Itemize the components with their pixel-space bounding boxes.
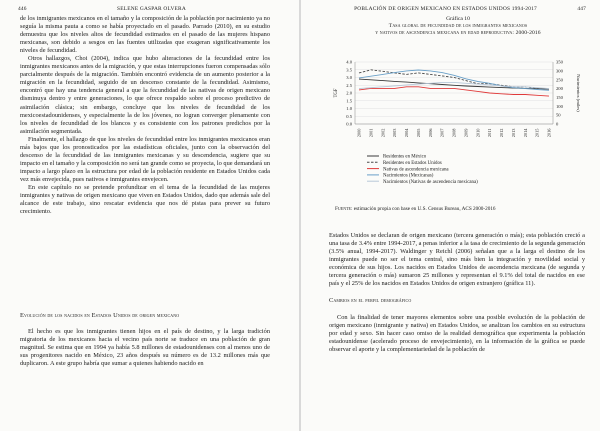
x-tick-label: 2012 [499, 128, 504, 138]
paragraph: de los inmigrantes mexicanos en el tamaño y la composición de la población por nacimiento ya no seguía la misma pauta a como se había proyectado en el pasado. Parrado (2010), en su estudio demuestra que los niveles altos de fecundidad estimados en el pasado de las mujeres hispano mexicanas, son debido a sesgos en las fuentes utilizadas que exageran significativamente los niveles de fecundidad. [20, 15, 270, 55]
figure-title-line1: Tasa global de fecundidad de los inmigrantes mexicanos [388, 23, 528, 29]
y2-tick-label: 350 [556, 59, 563, 65]
x-tick-label: 2016 [546, 128, 552, 138]
author-name: SELENE GASPAR OLVERA [117, 6, 186, 12]
y2-tick-label: 50 [556, 112, 561, 118]
paragraph: Con la finalidad de tener mayores elementos sobre una posible evolución de la población de origen mexicano (inmigrante y nativa) en Estados Unidos, se analizan los cambios en su estructura por edad y sexo. Sin hacer caso omiso de la realidad demográfica que experimenta la población estadounidense (acelerado proceso de envejecimiento), en la información de la gráfica se puede observar el aporte y la complementariedad de la población de [329, 313, 585, 353]
y-tick-label: 4.0 [346, 59, 352, 65]
x-tick-label: 2013 [510, 128, 516, 138]
paragraph: En este capítulo no se pretende profundizar en el tema de la fecundidad de las mujeres inmigrantes y nativas de origen mexicano que viven en Estados Unidos, dado que además sale del alcance de este trabajo, sino rescatar evidencia que nos dé pistas para prever su futuro crecimiento. [20, 183, 270, 216]
x-tick-label: 2004 [404, 128, 409, 138]
x-tick-label: 2014 [522, 128, 528, 138]
running-title: POBLACIÓN DE ORIGEN MEXICANO EN ESTADOS UNIDOS 1994-2017 [354, 6, 537, 12]
y-tick-label: 2.0 [346, 90, 352, 96]
x-tick-label: 2009 [463, 128, 469, 138]
paragraph: Otros hallazgos, Choi (2004), indica que hubo alteraciones de la fecundidad entre los inmigrantes mexicanos antes de la migración, y que estas interrupciones fueron compensadas sólo parcialmente después de la migración. También encontró evidencia de un aumento posterior a la migración en la fecundidad, seguido de un descenso constante de la fecundidad. Asimismo, encontró que hay una tendencia general a que la fecundidad de las nativas de origen mexicano disminuya dentro y entre generaciones, lo que ofrece respaldo sobre el proceso predictivo de asimilación clásica; sin embargo, concluye que los niveles de fecundidad de los mexicoestadounidenses, y especialmente la de los jóvenes, no logran converger plenamente con los niveles de fecundidad de los blancos y es consistente con los patrones predichos por la asimilación segmentada. [20, 55, 270, 135]
section-heading: Evolución de los nacidos en Estados Unidos de origen mexicano [20, 312, 180, 319]
figure-label: Gráfica 10 [446, 16, 470, 22]
y-tick-label: 1.5 [346, 98, 352, 104]
paragraph: El hecho es que los inmigrantes tienen hijos en el país de destino, y la larga tradición migratoria de los mexicanos hacia el vecino país norte se traduce en una población de gran magnitud. Se estima que en 1994 ya había 5.8 millones de estadounidenses con al menos uno de sus progenitores nacido en México, 23 años después su número es de 13.2 millones más que duplicaron. A este grupo habría que sumar a quienes habiendo nacido en [20, 328, 270, 368]
y-tick-label: 0.5 [346, 113, 352, 119]
figure-title-line2: y nativos de ascendencia mexicana en edad reproductiva: 2000-2016 [375, 30, 541, 36]
x-tick-label: 2007 [439, 128, 445, 138]
y-tick-label: 3.5 [346, 67, 352, 73]
fertility-chart [327, 58, 589, 223]
x-tick-label: 2005 [415, 128, 421, 138]
left-page [0, 0, 299, 431]
x-tick-label: 2011 [487, 128, 493, 138]
right-page-number: 447 [577, 6, 586, 12]
y-tick-label: 0.0 [346, 121, 352, 127]
paragraph: Estados Unidos se declaran de origen mexicano (tercera generación o más); esta población creció a una tasa de 3.4% entre 1994-2017, a penas inferior a la tasa de crecimiento de la segunda generación (3.5% anual, 1994-2017). Waldinger y Reichl (2006) señalan que a la larga el destino de los inmigrantes puede no ser el tema central, sino más bien la integración y movilidad social y económica de sus hijos. Los nacidos en Estados Unidos de ascendencia mexicana (de segunda y tercera generación o más) sumaron 25 millones y representan el 9.1% del total de nacidos en ese país y el 25% de los nacidos en Estados Unidos de origen extranjero (gráfica 11). [329, 232, 585, 288]
left-body-text [20, 15, 270, 216]
y2-tick-label: 250 [556, 77, 563, 83]
y2-tick-label: 0 [556, 121, 559, 127]
source-text: estimación propia con base en U.S. Census Bureau, ACS 2000-2016 [353, 206, 496, 212]
right-page [301, 0, 600, 431]
x-tick-label: 2006 [427, 128, 433, 138]
legend-label: Nacimientos (Nativas de ascendencia mexicana) [383, 179, 478, 185]
left-section [20, 312, 270, 368]
series-line [359, 79, 549, 89]
x-tick-label: 2000 [356, 128, 362, 138]
y2-tick-label: 100 [556, 103, 563, 109]
section-heading: Cambios en el perfil demográfico [329, 297, 412, 305]
y-tick-label: 2.5 [346, 82, 352, 88]
source-label: Fuente: [335, 206, 353, 212]
left-page-number: 446 [18, 6, 27, 12]
x-tick-label: 2002 [380, 128, 386, 138]
figure-source [335, 206, 496, 212]
x-tick-label: 2003 [392, 128, 398, 138]
y2-tick-label: 300 [556, 68, 563, 74]
y-tick-label: 1.0 [346, 106, 352, 112]
legend-label: Residentes en México [383, 154, 427, 160]
y2-axis-label: Nacimientos (miles) [576, 74, 581, 112]
figure-caption [329, 16, 587, 37]
paragraph: Finalmente, el hallazgo de que los niveles de fecundidad entre los inmigrantes mexicanos eran más bajos que los pronosticados por las estadísticas oficiales, junto con la observación del descenso de la fecundidad de las inmigrantes mexicanas y su descendencia, sugiere que su impacto en el tamaño y la composición no será tan grande como se proyecta, lo que demandará un impacto a largo plazo en la estructura por edad de la población residente en Estados Unidos cada vez más envejecida, pues nativos e inmigrantes envejecen. [20, 135, 270, 183]
y2-tick-label: 150 [556, 95, 563, 101]
y-axis-label: TGF [334, 88, 339, 98]
series-line [359, 70, 549, 90]
x-tick-label: 2001 [368, 128, 374, 138]
x-tick-label: 2015 [534, 128, 540, 138]
y2-tick-label: 200 [556, 86, 563, 92]
x-tick-label: 2008 [451, 128, 457, 138]
right-body-text [329, 232, 585, 354]
legend-label: Nacimientos (Mexicanas) [383, 173, 434, 179]
legend-label: Nativas de ascendencia mexicana [383, 167, 449, 173]
y-tick-label: 3.0 [346, 75, 352, 81]
x-tick-label: 2010 [475, 128, 481, 138]
legend-label: Residentes en Estados Unidos [383, 161, 442, 166]
